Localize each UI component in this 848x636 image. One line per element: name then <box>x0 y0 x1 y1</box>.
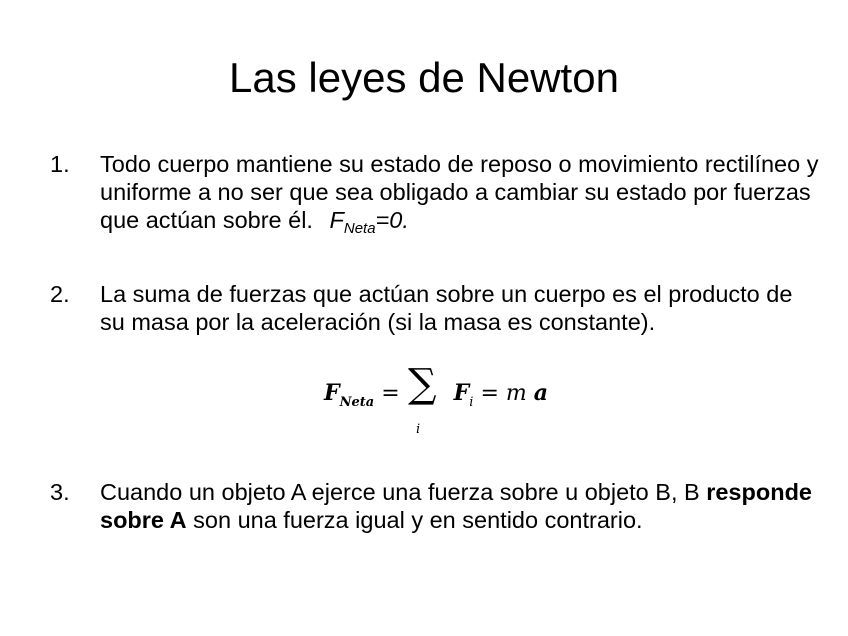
summation-symbol: ∑ <box>408 361 437 407</box>
law-3-number: 3. <box>50 479 70 505</box>
slide-title: Las leyes de Newton <box>229 54 619 101</box>
eq-term: F <box>453 380 470 406</box>
law-3-text-block <box>100 478 820 534</box>
law-2-number: 2. <box>50 281 70 307</box>
law-1-formula-main: F <box>329 207 344 233</box>
eq-mass: m <box>505 381 527 406</box>
summation-index: i <box>416 422 421 437</box>
law-1-number: 1. <box>50 151 70 177</box>
eq-accel: a <box>533 380 549 406</box>
eq-lhs: F <box>324 380 340 406</box>
law-2-text: La suma de fuerzas que actúan sobre un cuerpo es el producto de su masa por la aceleración (si la masa es constante). <box>100 281 793 335</box>
law-3-text-after: son una fuerza igual y en sentido contrario. <box>193 507 643 533</box>
law-1-text: Todo cuerpo mantiene su estado de reposo o movimiento rectilíneo y uniforme a no ser que sea obligado a cambiar su estado por fuerzas que actúan sobre él. <box>100 151 819 233</box>
eq-equals-2: = <box>480 381 499 406</box>
eq-equals-1: = <box>381 381 400 406</box>
law-1-text-block <box>100 150 820 243</box>
law-1 <box>50 150 820 243</box>
eq-term-sub: i <box>469 395 474 410</box>
law-2 <box>50 280 820 336</box>
law-3-text-bold: responde sobre A <box>100 479 812 533</box>
law-1-formula-sub: Neta <box>343 220 376 237</box>
law-1-formula <box>329 207 409 237</box>
law-3 <box>50 478 820 534</box>
law-3-text-before: Cuando un objeto A ejerce una fuerza sobre u objeto B, B <box>100 479 700 505</box>
newton-second-law-equation <box>324 361 549 446</box>
law-1-formula-tail: =0. <box>375 207 409 233</box>
eq-lhs-sub: Neta <box>339 395 375 410</box>
